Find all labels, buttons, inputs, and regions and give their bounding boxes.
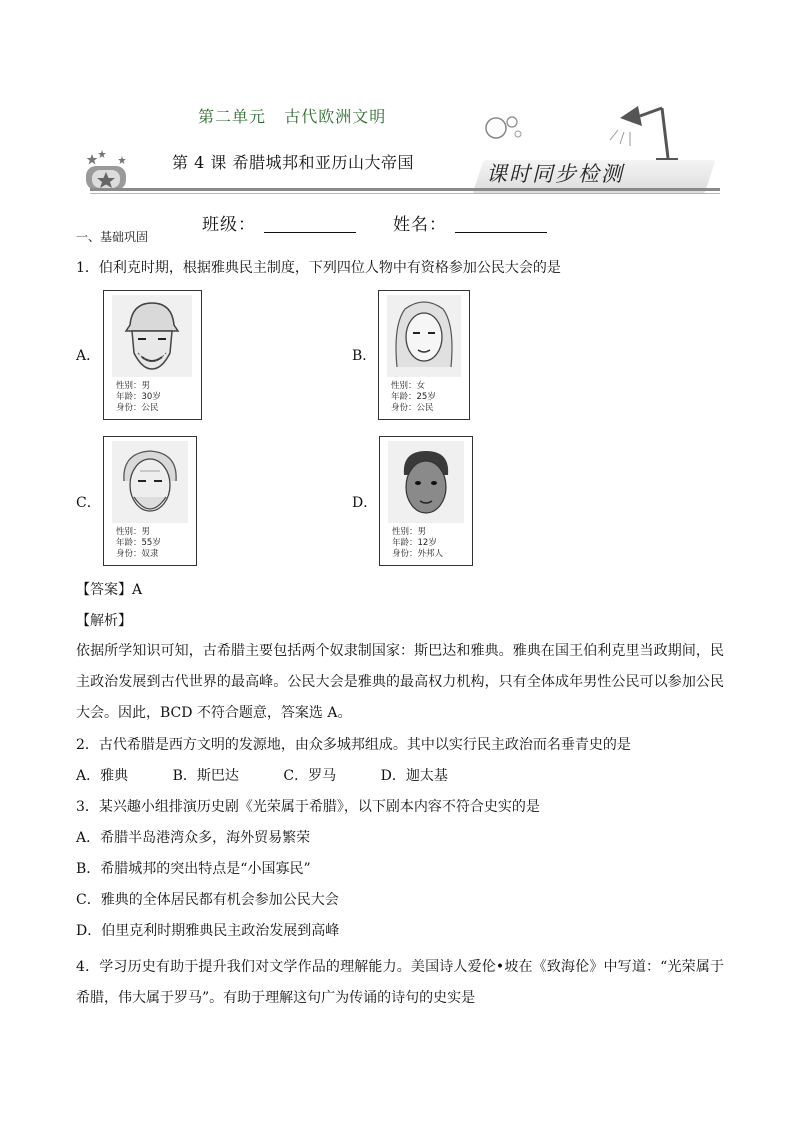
question-3-option-d: D．伯里克利时期雅典民主政治发展到高峰: [76, 923, 340, 939]
woman-icon: [387, 295, 461, 377]
option-d-info: [392, 527, 443, 560]
class-blank[interactable]: [264, 218, 356, 233]
class-label: 班级：: [202, 215, 256, 235]
banner-divider: [90, 188, 720, 191]
question-3-option-c: C．雅典的全体居民都有机会参加公民大会: [76, 892, 339, 908]
section-heading: 一、基础巩固: [76, 230, 149, 244]
option-c-age: 年龄：55岁: [116, 538, 161, 548]
option-b-gender: 性别：女: [391, 381, 426, 391]
option-d-age: 年龄：12岁: [392, 538, 437, 548]
name-label: 姓名：: [393, 215, 447, 235]
option-c-info: [116, 527, 161, 560]
boy-icon: [388, 441, 464, 523]
option-b-status: 身份：公民: [391, 403, 434, 413]
answer-label: 【答案】A: [76, 582, 143, 598]
analysis-text: 依据所学知识可知，古希腊主要包括两个奴隶制国家：斯巴达和雅典。雅典在国王伯利克里当政期间，民主政治发展到古代世界的最高峰。公民大会是雅典的最高权力机构，只有全体成年男性公民可以参加公民大会。因此，BCD 不符合题意，答案选 A。: [76, 643, 724, 721]
unit-title: 第二单元 古代欧洲文明: [198, 107, 387, 126]
question-2-options: A．雅典 B．斯巴达 C．罗马 D．迦太基: [76, 768, 448, 784]
option-b-info: [391, 381, 436, 414]
name-blank[interactable]: [455, 218, 547, 233]
question-4-stem: 4．学习历史有助于提升我们对文学作品的理解能力。美国诗人爱伦•坡在《致海伦》中写道：“光荣属于希腊，伟大属于罗马”。有助于理解这句广为传诵的诗句的史实是: [76, 959, 724, 1006]
option-c-gender: 性别：男: [116, 527, 151, 537]
question-1-stem: 1．伯利克时期，根据雅典民主制度，下列四位人物中有资格参加公民大会的是: [76, 260, 561, 276]
option-c-card[interactable]: [103, 436, 197, 566]
question-3-stem: 3．某兴趣小组排演历史剧《光荣属于希腊》，以下剧本内容不符合史实的是: [76, 799, 540, 815]
option-a-card[interactable]: [103, 290, 202, 420]
star-badge-icon: [82, 148, 130, 190]
option-d-letter: D．: [352, 495, 378, 511]
bubbles-icon: [484, 112, 524, 142]
question-3-option-b: B．希腊城邦的突出特点是“小国寡民”: [76, 861, 311, 877]
option-a-age: 年龄：30岁: [116, 392, 161, 402]
option-b-age: 年龄：25岁: [391, 392, 436, 402]
banner-divider-thin: [90, 193, 720, 194]
old-man-icon: [112, 441, 188, 523]
option-d-card[interactable]: [379, 436, 473, 566]
name-field[interactable]: [393, 210, 547, 235]
question-2-stem: 2．古代希腊是西方文明的发源地，由众多城邦组成。其中以实行民主政治而名垂青史的是: [76, 737, 631, 753]
option-a-gender: 性别：男: [116, 381, 151, 391]
badge-text: 课时同步检测: [486, 162, 624, 186]
class-field[interactable]: [202, 210, 356, 235]
lesson-title: 第 4 课 希腊城邦和亚历山大帝国: [172, 153, 414, 172]
question-3-option-a: A．希腊半岛港湾众多，海外贸易繁荣: [76, 830, 311, 846]
option-a-info: [116, 381, 161, 414]
option-b-card[interactable]: [378, 290, 470, 420]
analysis-label: 【解析】: [76, 613, 132, 629]
option-a-status: 身份：公民: [116, 403, 159, 413]
option-a-letter: A．: [76, 348, 101, 364]
option-c-status: 身份：奴隶: [116, 549, 159, 559]
option-d-gender: 性别：男: [392, 527, 427, 537]
option-d-status: 身份：外邦人: [392, 549, 444, 559]
option-c-letter: C．: [76, 495, 101, 511]
option-b-letter: B．: [352, 348, 377, 364]
man-cap-icon: [112, 295, 192, 377]
